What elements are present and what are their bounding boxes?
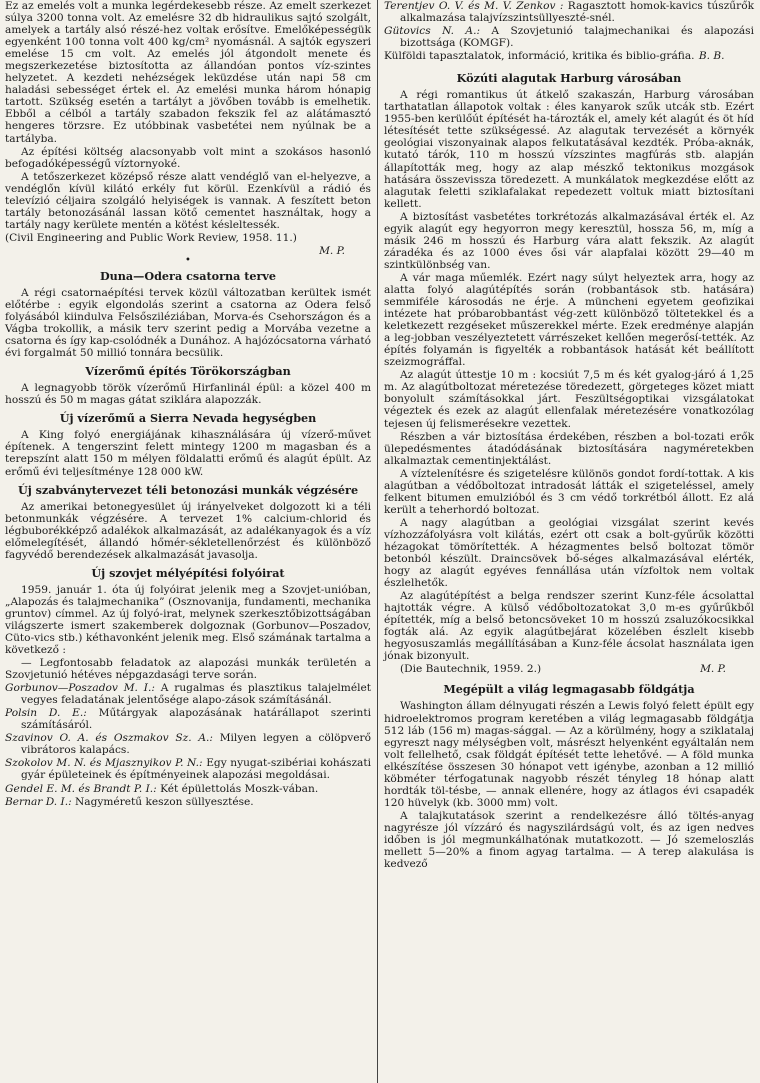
harburg-paragraph-2: A biztosítást vasbetétes torkrétozás alkalmazásával érték el. Az egyik alagút egy hegyorron megy keresztül, hossza 56, m, míg a másik 246 m hosszú és Harburg vára alatt fekszik. Az alagút záradéka és az 1000 éves ősi vár alapfalai között 29—40 m szintkülönbség van.: [384, 210, 754, 271]
torok-paragraph: A legnagyobb török vízerőmű Hirfanlinál épül: a közel 400 m hosszú és 50 m magas gátat sziklára alapozzák.: [5, 382, 371, 407]
entry-title: Ragasztott homok-kavics túszűrők alkalmazása talajvízszintsüllyeszté-snél.: [400, 0, 754, 25]
intro-source: [5, 232, 371, 244]
contents-signature: B. B.: [698, 50, 725, 63]
torok-heading: Vízerőmű építés Törökországban: [85, 364, 291, 379]
right-column: [384, 0, 754, 871]
szabvany-paragraph: Az amerikai betonegyesület új irányelveket dolgozott ki a téli betonmunkák végzésére. A tervezet 1% calcium-chlorid és légbuborékképző adalékok alkalmazását, az adalékanyagok és a víz előmelegítését, állandó hőmér-sékletellenőrzést és különböző fagyvédő berendezések alkalmazását javasolja.: [5, 500, 371, 561]
sierra-paragraph: A King folyó energiájának kihasználására új vízerő-művet építenek. A tengerszint felett mintegy 1200 m magasban és a terepszínt alatt 150 m mélyen földalatti erőmű és alagút épült. Az erőmű évi teljesítménye 128 000 kW.: [5, 429, 371, 478]
left-column: [5, 0, 371, 809]
contents-tail: [384, 50, 754, 62]
entry-author: Szokolov M. N. és Mjasznyikov P. N.:: [5, 757, 203, 770]
intro-paragraph-2: Az építési költség alacsonyabb volt mint a szokásos hasonló befogadóképességű víztornyoké.: [5, 145, 371, 170]
harburg-paragraph-4: Az alagút úttestje 10 m : kocsiút 7,5 m és két gyalog-járó á 1,25 m. Az alagútboltozat méretezése töredezett, görgeteges közet miatt bonyolult számításokkal járt. Feszültségoptikai vizsgálatokat végeztek és ezek az alagút ellenfalak méretezésére vonatkozólag tejesen új felismerésekre vezettek.: [384, 369, 754, 430]
szabvany-heading: Új szabványtervezet téli betonozási munkák végzésére: [17, 482, 359, 497]
harburg-paragraph-5: Részben a vár biztosítása érdekében, részben a bol-tozati erők ülepedésmentes átadódásának biztosítására nagyméretekben alkalmaztak cementinjektálást.: [384, 430, 754, 467]
entry-title: Milyen legyen a cölöpverő vibrátoros kalapács.: [21, 732, 371, 757]
entry-author: Polsin D. E.:: [5, 707, 87, 720]
harburg-heading: Közúti alagutak Harburg városában: [456, 71, 682, 86]
harburg-paragraph-1: A régi romantikus út átkelő szakaszán, Harburg városában tarthatatlan állapotok voltak : éles kanyarok szűk utcák stb. Ezért 1955-ben kerülőút építését ha-tározták el, amely két alagút és öt híd létesítését tette szükségessé. Az alagutak tervezését a környék geológiai viszonyainak alapos felkutatásával kezdték. Próba-aknák, kutató tárók, 110 m hosszú vízszintes magfúrás stb. alapján állapították meg, hogy az alap mészkő tektonikus mozgások hatására összevissza töredezett. A munkálatok megkezdése előtt az alagutak feletti sziklafalakat repedezett voltuk miatt biztosítani kellett.: [384, 89, 754, 210]
section-separator-dot: •: [185, 254, 191, 266]
contents-tail-text: Külföldi tapasztalatok, információ, kritika és biblio-gráfia.: [384, 50, 695, 63]
duna-paragraph: A régi csatornaépítési tervek közül változatban kerültek ismét előtérbe : egyik elgondolás szerint a csatorna az Odera felső folyásából kiindulva Felsősziléziában, Morva-és Csehországon és a Vágba trokollik, a másik terv szerint pedig a Morvába vezetne a csatorna és így kap-csolódnék a Dunához. A hajózócsatorna várható évi forgalmát 50 millió tonnára becsülik.: [5, 286, 371, 360]
contents-entry: [5, 757, 371, 781]
harburg-source-line: [384, 663, 754, 675]
harburg-paragraph-7: A nagy alagútban a geológiai vizsgálat szerint kevés vízhozzáfolyásra volt kilátás, ezért ott csak a bolt-gyűrűk közötti hézagokat tömörítették. A hézagmentes belső boltozat tömör betonból készült. Draincsövek bő-séges alkalmazásával elérték, hogy az alagút egyéves fennállása után vízfoltok nem voltak észlelhetők.: [384, 516, 754, 590]
contents-entry: [384, 25, 754, 49]
contents-entry: [5, 682, 371, 706]
intro-paragraph-3: A tetőszerkezet középső része alatt vendéglő van el-helyezve, a vendéglőn kívül kilátó erkély fut körül. Ezenkívül a rádió és televízió céljaira szolgáló helyiségek is vannak. A feszített beton tartály betonozásánál lassan kötő cementet használtak, hogy a tartály nagy kerülete mentén a kötést késleltessék.: [5, 170, 371, 231]
harburg-paragraph-3: A vár maga műemlék. Ezért nagy súlyt helyeztek arra, hogy az alatta folyó alagútépítés során (robbantások stb. hatására) semmiféle károsodás ne érje. A müncheni egyetem geofizikai intézete hat próbarobbantást vég-zett különböző töltetekkel és a keletkezett rezgéseket műszerekkel mérte. Ezek eredménye alapján a leg-jobban veszélyeztetett várrészeket kellően megerősí-tették. Az építés folyamán is figyelték a robbantások hatását két beállított szeizmográffal.: [384, 271, 754, 369]
entry-title: Nagyméretű keszon süllyesztése.: [71, 795, 254, 808]
source-citation: (Civil Engineering and Public Work Review, 1958. 11.): [5, 231, 297, 244]
foldgat-paragraph-1: Washington állam délnyugati részén a Lewis folyó felett épült egy hidroelektromos program keretében a világ legmagasabb földgátja 512 láb (156 m) magas-sággal. — Az a körülmény, hogy a sziklatalaj egyreszt nagy mélységben volt, másrészt helyenként egyáltalán nem volt fellelhető, csak földgát építését tette lehetővé. — A föld munka elkészítése összesen 30 hónapot vett igénybe, azonban a 12 millió köbméter térfogatunak nagyobb részét tényleg 18 hónap alatt hordták töl-tésbe, — annak ellenére, hogy az átlagos évi csapadék 120 hüvelyk (kb. 3000 mm) volt.: [384, 700, 754, 809]
entry-author: Szavinov O. A. és Oszmakov Sz. A.:: [5, 732, 213, 745]
harburg-paragraph-8: Az alagútépítést a belga rendszer szerint Kunz-féle ácsolattal hajtották végre. A külső védőboltozatokat 3,0 m-es gyűrűkből építették, míg a belső betoncsöveket 10 m hosszú zsaluzókocsikkal fogták alá. Az egyik alagútbejárat közelében észlelt kisebb hegyosuszamlás megállításában a Kunz-féle ácsolat használata igen jónak bizonyult.: [384, 590, 754, 663]
foldgat-heading: Megépült a világ legmagasabb földgátja: [443, 682, 695, 697]
contents-entry: [5, 732, 371, 756]
entry-author: Gorbunov—Poszadov M. I.:: [5, 682, 155, 695]
folyoirat-heading: Új szovjet mélyépítési folyóirat: [91, 565, 285, 580]
duna-heading: Duna—Odera csatorna terve: [99, 268, 277, 283]
entry-author: Gendel E. M. és Brandt P. I.:: [5, 782, 157, 795]
contents-entry: [5, 796, 371, 808]
harburg-signature: M. P.: [700, 663, 726, 676]
entry-author: Bernar D. I.:: [5, 795, 72, 808]
foldgat-paragraph-2: A talajkutatások szerint a rendelkezésre álló töltés-anyag nagyrésze jól vízzáró és nagyszilárdságú volt, és az igen nedves időben is jól megmunkálhatónak mutatkozott. — Jó szemeloszlás mellett 5—20% a finom agyag tartalma. — A terep alakulása is kedvező: [384, 809, 754, 871]
harburg-paragraph-6: A víztelenítésre és szigetelésre különös gondot fordí-tottak. A kis alagútban a védőboltozat intradosát látták el szigeteléssel, amely felkent bitumen emulzióból és 3 cm védő torkrétból állott. Ez alá került a teherhordó boltozat.: [384, 467, 754, 516]
entry-title: Két épülettolás Moszk-vában.: [156, 782, 319, 795]
entry-author: Terentjev O. V. és M. V. Zenkov :: [384, 0, 564, 12]
sierra-heading: Új vízerőmű a Sierra Nevada hegységben: [59, 411, 317, 426]
intro-paragraph-1: Ez az emelés volt a munka legérdekesebb része. Az emelt szerkezet súlya 3200 tonna volt. Az emelésre 32 db hidraulikus sajtó szolgált, amelyek a tartály alsó részé-hez voltak erősítve. Emelőképességük egyenként 100 tonna volt 400 kg/cm² nyomásnál. A sajtók egyszeri emelése 15 cm volt. Az emelés jól átgondolt menete és megszerkezetése biztosította az állandóan pontos víz-szintes helyzetet. A kezdeti nehézségek leküzdése után napi 58 cm haladási sebességet értek el. Az emelési munka három hónapig tartott. Szükség esetén a tartályt a jövőben tovább is emelhetik. Ebből a célból a tartály szabadon fekszik fel az alátámasztó hengeres törzsre. Ez utóbbinak vasbetétei nem nyúlnak be a tartályba.: [5, 0, 371, 145]
folyoirat-paragraph: 1959. január 1. óta új folyóirat jelenik meg a Szovjet-unióban, „Alapozás és talajmechanika” (Osznovanija, fundamenti, mechanika gruntov) címmel. Az új folyó-irat, melynek szerkesztőbizottságában világszerte ismert szakemberek dolgoznak (Gorbunov—Poszadov, Cüto-vics stb.) kéthavonként jelenik meg. Első számának tartalma a következő :: [5, 583, 371, 657]
entry-title: A Szovjetunió talajmechanikai és alapozási bizottsága (KOMGF).: [400, 25, 754, 50]
contents-intro: — Legfontosabb feladatok az alapozási munkák területén a Szovjetunió hétéves népgazdasági terve során.: [5, 657, 371, 682]
column-divider: [377, 0, 378, 1083]
entry-title: A rugalmas és plasztikus talajelmélet vegyes feladatának jelentősége alapo-zások számításánál.: [21, 682, 372, 707]
contents-entry: [5, 707, 371, 731]
contents-entry: [384, 0, 754, 24]
signature-initials: M. P.: [319, 244, 345, 257]
entry-title: Egy nyugat-szibériai kohászati gyár épületeinek és építményeinek alapozási megoldásai.: [21, 757, 371, 782]
source-citation: (Die Bautechnik, 1959. 2.): [400, 663, 542, 676]
entry-author: Gütovics N. A.:: [384, 25, 481, 38]
entry-title: Műtárgyak alapozásának határállapot szerinti számításáról.: [21, 707, 371, 732]
contents-entry: [5, 783, 371, 795]
